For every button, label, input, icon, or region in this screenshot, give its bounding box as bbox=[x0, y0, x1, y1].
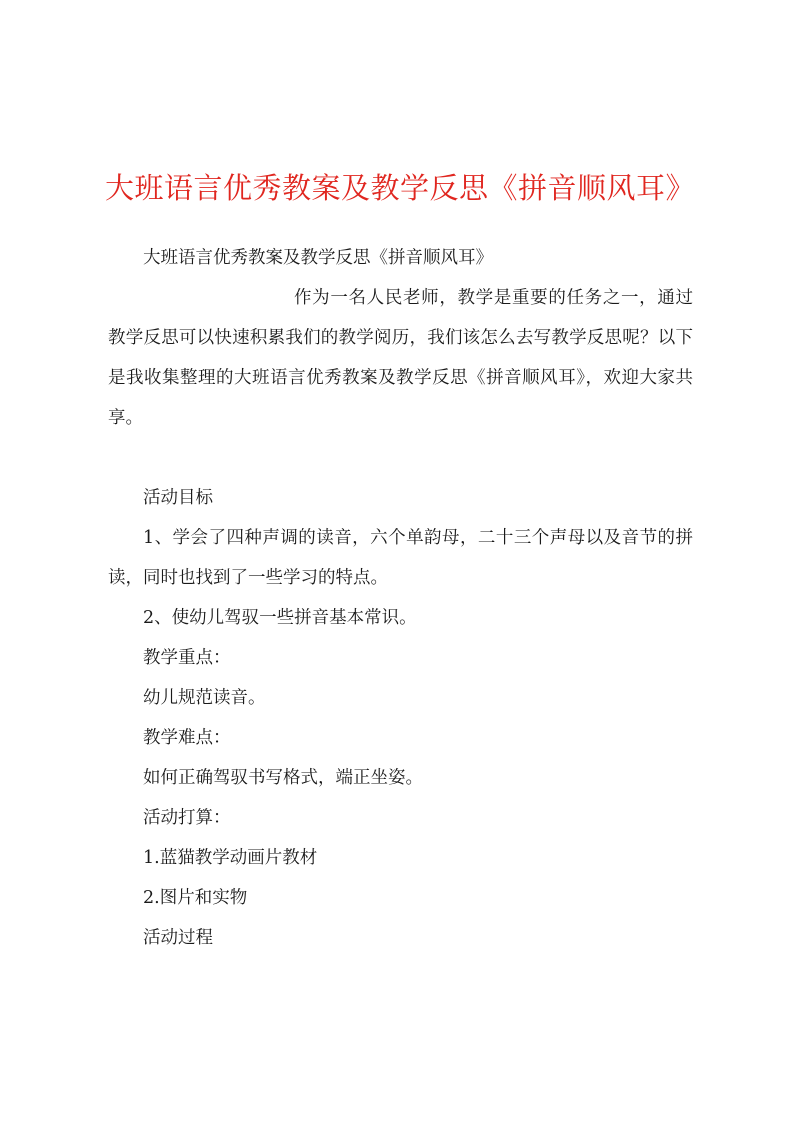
preparation-item-2: 2.图片和实物 bbox=[143, 888, 248, 908]
difficulty-content: 如何正确驾驭书写格式，端正坐姿。 bbox=[143, 768, 423, 788]
document-title: 大班语言优秀教案及教学反思《拼音顺风耳》 bbox=[104, 171, 695, 205]
paragraph-spacer bbox=[108, 438, 693, 478]
preparation-item-1: 1.蓝猫教学动画片教材 bbox=[143, 848, 318, 868]
document-body bbox=[108, 238, 693, 958]
goal-heading: 活动目标 bbox=[143, 488, 213, 508]
difficulty-heading: 教学难点： bbox=[143, 728, 231, 748]
preparation-heading: 活动打算： bbox=[143, 808, 231, 828]
goal-item-1: 1、学会了四种声调的读音，六个单韵母，二十三个声母以及音节的拼读，同时也找到了一些学习的特点。 bbox=[108, 528, 693, 588]
goal-item-2: 2、使幼儿驾驭一些拼音基本常识。 bbox=[143, 608, 417, 628]
process-heading: 活动过程 bbox=[143, 928, 213, 948]
intro-paragraph: 作为一名人民老师，教学是重要的任务之一，通过教学反思可以快速积累我们的教学阅历，我们该怎么去写教学反思呢？以下是我收集整理的大班语言优秀教案及教学反思《拼音顺风耳》，欢迎大家共享。 bbox=[108, 288, 693, 428]
key-point-heading: 教学重点： bbox=[143, 648, 231, 668]
subtitle-paragraph: 大班语言优秀教案及教学反思《拼音顺风耳》 bbox=[143, 248, 493, 268]
key-point-content: 幼儿规范读音。 bbox=[143, 688, 266, 708]
